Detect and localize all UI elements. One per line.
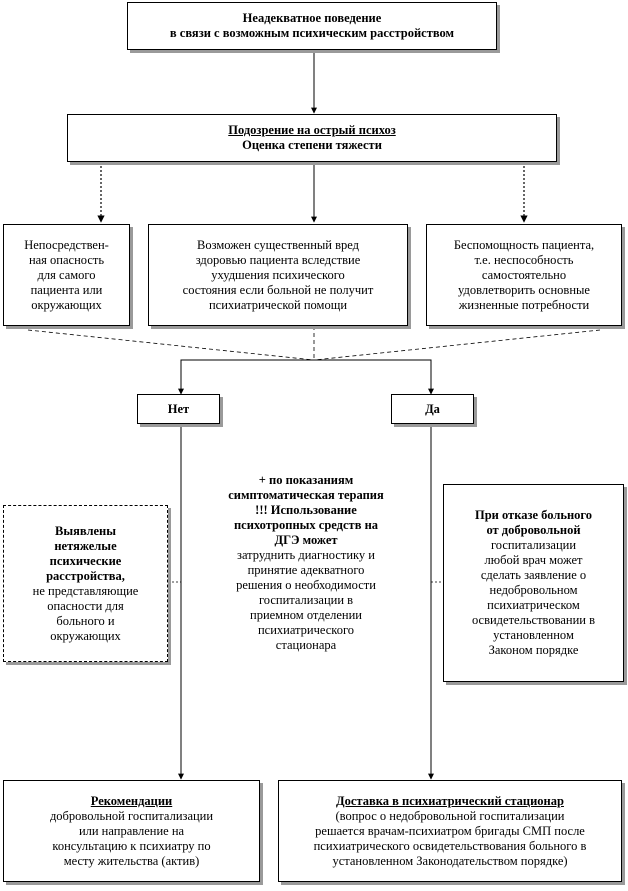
text-line: госпитализации xyxy=(490,538,577,552)
text-line: психиатрического освидетельствования больного в xyxy=(313,838,587,853)
text-line: Беспомощность пациента, xyxy=(453,237,595,252)
node-refusal-hospitalization xyxy=(443,484,624,682)
text-line: установленном Законодательством порядке) xyxy=(332,853,568,868)
text-line: + по показаниям xyxy=(258,473,354,487)
node-yes xyxy=(391,394,474,424)
node-inadequate-behavior xyxy=(127,2,497,50)
text-line: принятие адекватного xyxy=(247,563,365,577)
text-line: здоровью пациента вследствие xyxy=(195,252,361,267)
node-delivery-hospital xyxy=(278,780,622,882)
text-line: симптоматическая терапия xyxy=(228,488,384,502)
text-line: Неадекватное поведение xyxy=(242,11,382,25)
merge-line-right xyxy=(314,330,600,360)
node-immediate-danger xyxy=(3,224,130,326)
text-line: для самого xyxy=(37,267,96,282)
text-line: любой врач может xyxy=(484,553,583,567)
text-line: затруднить диагностику и xyxy=(237,548,375,562)
note-symptomatic-therapy xyxy=(196,473,416,653)
text-line: консультацию к психиатру по xyxy=(52,838,211,853)
text-line: ухудшения психического xyxy=(211,267,345,282)
text-line: ДГЭ может xyxy=(274,533,338,547)
text-line: Рекомендации xyxy=(90,793,173,808)
text-line: Непосредствен- xyxy=(24,237,109,252)
text-line: Возможен существенный вред xyxy=(196,237,360,252)
text-line: т.е. неспособность xyxy=(474,252,574,267)
text-line: окружающих xyxy=(31,297,102,312)
text-line: окружающих xyxy=(50,628,121,643)
text-line: решения о необходимости xyxy=(236,578,376,592)
text-line: от добровольной xyxy=(486,523,581,537)
node-recommendations xyxy=(3,780,260,882)
text-line: ная опасность xyxy=(28,252,105,267)
text-line: расстройства, xyxy=(46,568,125,583)
text-line: решается врачам-психиатром бригады СМП после xyxy=(315,823,585,838)
text-line: приемном отделении xyxy=(250,608,362,622)
node-health-harm xyxy=(148,224,408,326)
text-line: недобровольном xyxy=(489,583,578,597)
text-line: психические xyxy=(49,553,122,568)
text-line: или направление на xyxy=(78,823,185,838)
text-line: сделать заявление о xyxy=(480,568,587,582)
text-line: самостоятельно xyxy=(481,267,567,282)
text-line: госпитализации в xyxy=(258,593,354,607)
node-mild-disorders xyxy=(3,505,168,662)
text-line: добровольной госпитализации xyxy=(49,808,214,823)
text-line: опасности для xyxy=(47,598,124,613)
text-line: Доставка в психиатрический стационар xyxy=(336,793,564,808)
text-line: нетяжелые xyxy=(54,538,117,553)
text-line: освидетельствовании в xyxy=(471,613,596,627)
text-line: Выявлены xyxy=(55,523,116,538)
text-line: в связи с возможным психическим расстройством xyxy=(169,26,455,40)
text-line: установленном xyxy=(493,628,574,642)
node-no xyxy=(137,394,220,424)
text-line: !!! Использование xyxy=(255,503,357,517)
node-helplessness xyxy=(426,224,622,326)
text-line: пациента или xyxy=(30,282,103,297)
node-suspicion-psychosis xyxy=(67,114,557,162)
merge-line-left xyxy=(28,330,314,360)
split-line xyxy=(181,360,431,393)
text-line: жизненные потребности xyxy=(458,297,590,312)
text-line: психотропных средств на xyxy=(233,518,379,532)
text-line: Нет xyxy=(167,401,190,416)
text-line: Законом порядке xyxy=(488,643,579,657)
text-line: состояния если больной не получит xyxy=(182,282,374,297)
text-line: При отказе больного xyxy=(474,508,593,522)
text-line: Подозрение на острый психоз xyxy=(228,123,396,137)
text-line: психиатрическом xyxy=(487,598,580,612)
text-line: Да xyxy=(425,401,440,416)
text-line: удовлетворить основные xyxy=(458,282,590,297)
text-line: психиатрического xyxy=(257,623,355,637)
text-line: месту жительства (актив) xyxy=(63,853,200,868)
text-line: стационара xyxy=(275,638,337,652)
text-line: не представляющие xyxy=(32,583,139,598)
text-line: (вопрос о недобровольной госпитализации xyxy=(335,808,565,823)
text-line: Оценка степени тяжести xyxy=(242,138,382,152)
text-line: больного и xyxy=(56,613,115,628)
text-line: психиатрической помощи xyxy=(208,297,348,312)
